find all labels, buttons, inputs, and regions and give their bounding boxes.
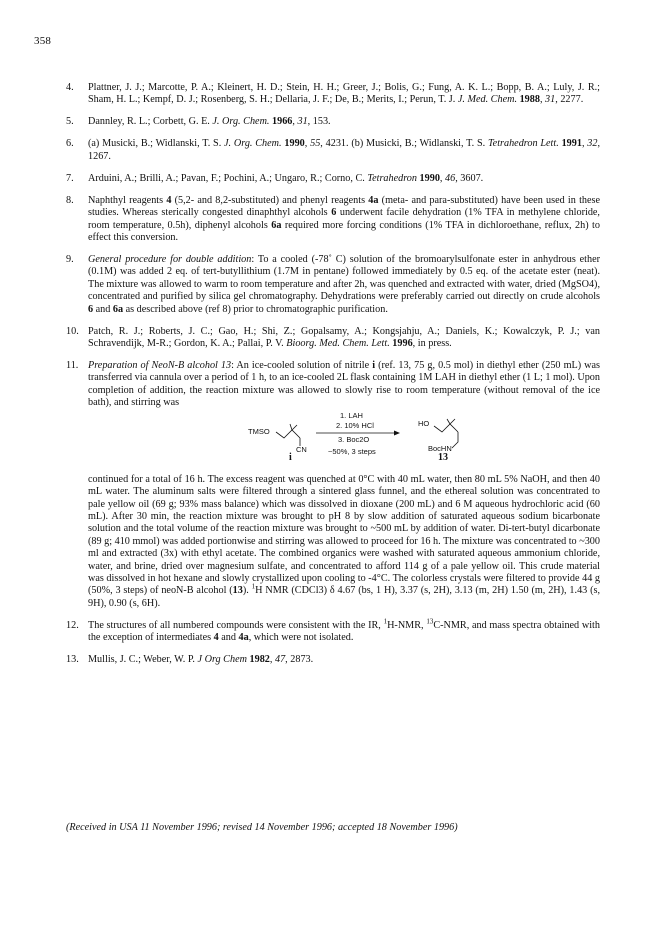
reference-text-segment: (5,2- and 8,2-substituted) and phenyl reagents [171,194,369,206]
reference-body [88,326,600,351]
reference-text-segment: Tetrahedron [367,172,417,184]
reference-body [88,195,600,245]
reference-body [88,617,600,645]
reference-text-segment: 6a [271,219,282,231]
reference-text-segment: 1988 [519,94,540,106]
reference-text-segment: C-NMR, and mass spectra obtained with the exception of intermediates [88,619,600,644]
reaction-scheme [88,412,622,470]
reference-text-segment: , [581,138,588,150]
reactant-methyl-bond-2 [292,425,297,430]
reference-text-segment: 47 [274,654,286,666]
reactant-tmso-label: TMSO [248,426,270,436]
reference-item [66,360,600,610]
reference-number: 6. [66,138,74,150]
reference-text-segment: : To a cooled (-78˚ C) solution of the bromoarylsulfonate ester in anhydrous ether (0.1M) was added 2 eq. of tert-butyllithium (1.7M in pentane) followed immediately by 0.5 eq. of the acetate ester (neat). The mixture was allowed to warm to room temperature and after 2h, was quenched and extracted with water, dried (MgSO4), concentrated and purified by silica gel chromatography. Dehydrations were preferably carried out directly on crude alcohols [88,254,600,303]
reference-number: 10. [66,325,79,337]
reference-item [66,82,600,107]
reference-text-segment: 6 [88,303,94,315]
reference-text-segment: , [539,94,546,106]
reference-text-segment: (meta- and para-substituted) have been used in these studies. Whereas sterically congested dinaphthyl alcohols [88,194,601,219]
reference-text-segment: , [304,138,311,150]
reference-text-segment: 4a [368,194,379,206]
reference-number: 4. [66,82,74,93]
product-bonds [434,424,458,432]
reference-number: 13. [66,654,79,666]
reference-text-segment: 13 [426,617,434,626]
reference-text-segment: J. Org. Chem. [212,116,270,128]
reference-text-segment: as described above (ref 8) prior to chromatographic purification. [123,303,388,315]
product-methyl-bond-2 [450,419,455,424]
reference-text-segment: , which were not isolated. [248,632,354,644]
product-methyl-bond [447,419,450,424]
step1-label: 1. LAH [340,410,363,420]
reference-body [88,654,600,666]
reference-text-segment: 1982 [249,654,270,666]
product-chain-bond [452,432,458,448]
step2-label: 2. 10% HCl [336,420,374,430]
reference-text-segment: 4 [213,632,219,644]
reference-text-segment: General procedure for double addition [88,254,252,266]
reactant-bonds [276,430,300,438]
reference-list [66,82,600,676]
reference-text-segment: The structures of all numbered compounds were consistent with the IR, [88,619,384,631]
reference-text-segment: Patch, R. J.; Roberts, J. C.; Gao, H.; Shi, Z.; Gopalsamy, A.; Kongsjahju, A.; Daniels, K.; Kowalczyk, P. J.; van Schravendijk, M-R.; Gordon, K. A.; Pallai, P. V. [88,325,600,350]
product-ho-label: HO [418,418,430,428]
reference-body [88,360,600,410]
reference-text-segment: 1966 [272,116,293,128]
step3-label: 3. Boc2O [338,434,370,444]
reference-item [66,254,600,316]
reference-text-segment: (ref. 13, 75 g, 0.5 mol) in diethyl ether (250 mL) was transferred via cannula over a period of 1 h, to an ice-cooled 2L flask containing 1M LAH in diethyl ether (1 L; 1 mol). Upon completion of addition, the reaction mixture was allowed to slowly rise to room temperature (without removal of the ice bath), and stirring was [88,360,601,409]
reference-item [66,195,600,245]
reference-text-segment: 1996 [392,338,413,350]
reference-text-segment: (a) Musicki, B.; Widlanski, T. S. [88,138,225,150]
reference-number: 9. [66,254,74,266]
reference-item [66,138,600,163]
reference-text-segment: 1 [383,617,388,626]
reference-text-segment: and [218,632,239,644]
reference-item [66,326,600,351]
reference-text-segment: , in press. [412,338,452,350]
reference-item [66,116,600,128]
reference-text-segment: , 3607. [455,172,484,184]
reference-body [88,116,600,128]
reference-text-segment: required more forcing conditions (1% TFA in dichloroethane, reflux, 2h) to effect this conversion. [88,219,600,244]
received-dates: (Received in USA 11 November 1996; revised 14 November 1996; accepted 18 November 1996) [66,822,458,833]
page-number: 358 [34,35,52,47]
reference-number: 8. [66,194,74,206]
reference-text-segment: Preparation of NeoN-B alcohol 13 [88,360,232,372]
reference-number: 5. [66,116,74,128]
reference-text-segment: underwent facile dehydration (1% TFA in methylene chloride, room temperature, 0.5h), diphenyl alcohols [88,207,600,231]
reference-text-segment: 31 [545,94,556,106]
reference-item [66,173,600,185]
reference-text-segment: 31 [297,116,308,128]
reference-text-segment: , 2277. [555,94,584,106]
reference-text-segment: H NMR (CDCl3) δ 4.67 (bs, 1 H), 3.37 (s, 2H), 3.13 (m, 2H) 1.50 (m, 2H), 1.43 (s, 9H), 0.90 (s, 6H). [88,585,601,609]
reference-number: 11. [66,360,79,372]
reference-text-segment: : An ice-cooled solution of nitrile [231,360,373,372]
reference-text-segment: Dannley, R. L.; Corbett, G. E. [88,116,213,128]
reference-text-segment: continued for a total of 16 h. The excess reagent was quenched at 0°C with 40 mL water, then 80 mL 5% NaOH, and then 40 mL water. The aluminum salts were filtered through a sintered glass funnel, and the ethereal solution was concentrated to pale yellow oil (69 g; 93% mass balance) which was dissolved in dioxane (200 mL) and 6 M aqueous hydrochloric acid (60 mL). After 30 min, the reaction mixture was brought to pH 8 by slow addition of saturated aqueous sodium bicarbonate solution and the total volume of the reaction mixture was brought to ~500 mL by addition of water. Di-tert-butyl dicarbonate (89 g; 410 mmol) was added portionwise and stirring was allowed to proceed for 16 h. The mixture was concentrated to ~300 ml and extracted (3x) with ethyl acetate. The combined organics were washed with saturated aqueous ammonium chloride, water, and brine, dried over magnesium sulfate, and concentrated to afford 114 g of a pale yellow oil. This crude material was dissolved in hot hexane and slowly crystallized upon cooling to -4°C. The colorless crystals were filtered to provide 44 g (50%, 3 steps) of neoN-B alcohol ( [88,473,600,597]
reference-text-segment: 46 [445,172,456,184]
reference-body [88,138,600,163]
reference-text-segment: 32 [587,138,598,150]
reference-text-segment: Naphthyl reagents [88,194,167,206]
yield-label: ~50%, 3 steps [328,446,376,456]
reference-text-segment: Bioorg. Med. Chem. Lett. [286,338,390,350]
reference-body [88,82,600,107]
reference-text-segment: 1990 [284,138,305,150]
reference-text-segment: 1 [251,582,256,591]
reference-text-segment: 55 [310,138,321,150]
reference-text-segment: 13 [232,585,243,597]
reference-item [66,654,600,666]
reference-text-segment: 6 [331,207,337,219]
reactant-id: i [289,451,292,463]
reference-text-segment: , 153. [307,116,331,128]
reference-body [88,173,600,185]
reference-body-continued [88,474,600,610]
product-bochn-label: BocHN [428,443,452,453]
reference-text-segment: ). [242,585,252,597]
reference-text-segment: 4 [166,194,172,206]
reference-text-segment: J. Med. Chem. [457,94,518,106]
reference-text-segment: , 4231. (b) Musicki, B.; Widlanski, T. S. [320,138,488,150]
reference-text-segment: , 2873. [285,654,314,666]
reference-text-segment: , 1267. [88,138,601,162]
product-id: 13 [438,451,448,463]
reference-text-segment: and [93,303,113,315]
reference-text-segment: Plattner, J. J.; Marcotte, P. A.; Kleinert, H. D.; Stein, H. H.; Greer, J.; Bolis, G.; Fung, A. K. L.; Bopp, B. A.; Luly, J. R.; Sham, H. L.; Kempf, D. J.; Rosenberg, S. H.; Dellaria, J. F.; De, B.; Merits, I.; Perun, T. J. [88,82,600,106]
reference-text-segment: i [372,360,376,372]
reference-text-segment: , [439,172,445,184]
reference-number: 7. [66,172,74,184]
reaction-arrow-head [394,430,400,435]
reference-text-segment: J. Org. Chem. [224,138,282,150]
reference-text-segment: 1990 [419,172,440,184]
reference-text-segment: Arduini, A.; Brilli, A.; Pavan, F.; Pochini, A.; Ungaro, R.; Corno, C. [88,172,368,184]
reference-text-segment: 6a [112,303,124,315]
reactant-cn-label: CN [296,444,307,454]
reactant-methyl-bond [290,424,292,430]
reference-body [88,254,600,316]
reference-text-segment: H-NMR, [387,619,427,631]
reference-text-segment: , [292,116,298,128]
reference-text-segment: J Org Chem [197,654,247,666]
reference-text-segment: , [269,654,275,666]
reference-text-segment: Tetrahedron Lett. [487,138,559,150]
reference-text-segment: 1991 [561,138,582,150]
reference-item [66,617,600,645]
reference-text-segment: 4a [238,632,249,644]
reference-text-segment: Mullis, J. C.; Weber, W. P. [88,654,198,666]
reference-number: 12. [66,619,79,631]
